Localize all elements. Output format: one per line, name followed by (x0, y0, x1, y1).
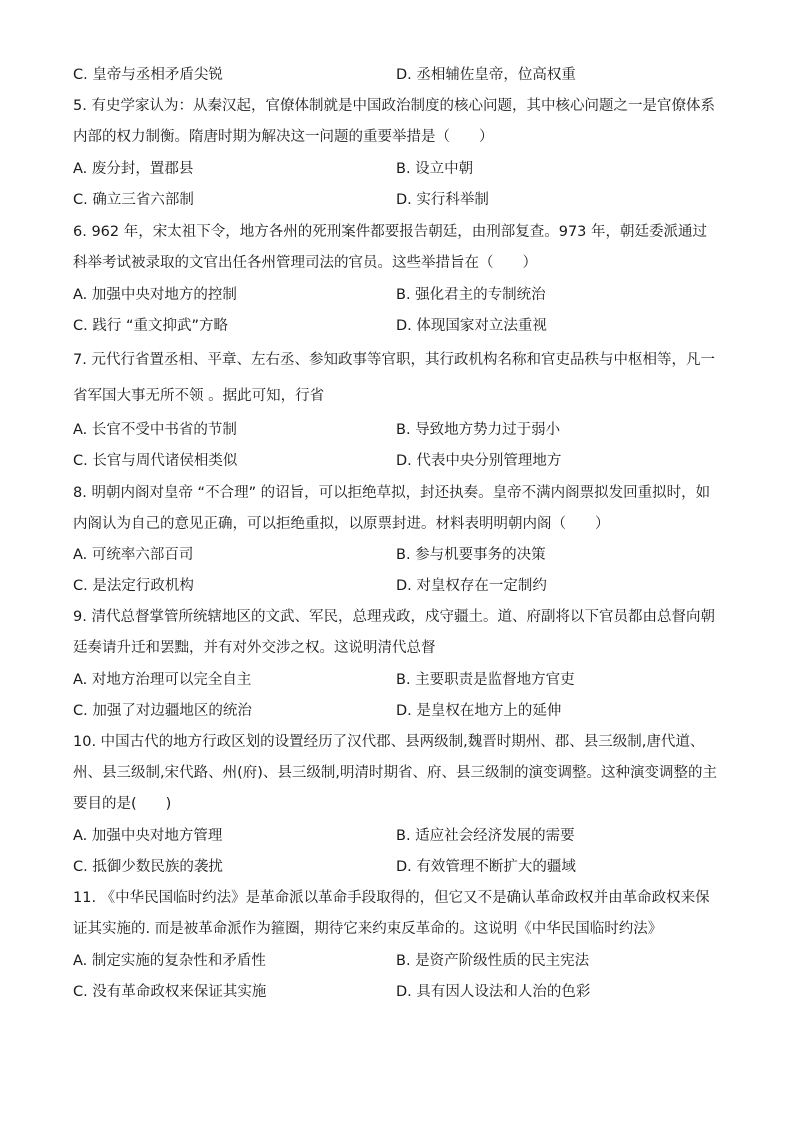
options-row (73, 699, 733, 723)
options-row (73, 824, 733, 848)
option-a[interactable]: A. 加强中央对地方的控制 (73, 287, 237, 303)
options-row (73, 314, 733, 338)
option-a[interactable]: A. 废分封，置郡县 (73, 161, 194, 177)
options-row (73, 668, 733, 692)
option-d[interactable]: D. 有效管理不断扩大的疆域 (396, 859, 576, 875)
option-d[interactable]: D. 实行科举制 (396, 192, 489, 208)
option-b[interactable]: B. 导致地方势力过于弱小 (396, 422, 561, 438)
option-b[interactable]: B. 是资产阶级性质的民主宪法 (396, 953, 590, 969)
option-d[interactable]: D. 具有因人设法和人治的色彩 (396, 984, 591, 1000)
options-row (73, 283, 733, 307)
option-c[interactable]: C. 是法定行政机构 (73, 578, 194, 594)
options-row (73, 949, 733, 973)
option-c[interactable]: C. 加强了对边疆地区的统治 (73, 703, 252, 719)
option-c[interactable]: C. 皇帝与丞相矛盾尖锐 (73, 67, 223, 83)
option-b[interactable]: B. 强化君主的专制统治 (396, 287, 546, 303)
question-5-text: 5. 有史学家认为：从秦汉起，官僚体制就是中国政治制度的核心问题，其中核心问题之一是官僚体系内部的权力制衡。隋唐时期为解决这一问题的重要举措是（ ） (73, 98, 715, 145)
options-row (73, 980, 733, 1004)
options-row (73, 543, 733, 567)
option-d[interactable]: D. 代表中央分别管理地方 (396, 453, 562, 469)
option-c[interactable]: C. 确立三省六部制 (73, 192, 194, 208)
question-8-text: 8. 明朝内阁对皇帝 “不合理” 的诏旨，可以拒绝草拟，封还执奏。皇帝不满内阁票拟发回重拟时，如内阁认为自己的意见正确，可以拒绝重拟，以原票封进。材料表明明朝内阁（ ） (73, 485, 711, 532)
options-row (73, 63, 733, 87)
option-a[interactable]: A. 加强中央对地方管理 (73, 828, 223, 844)
option-c[interactable]: C. 没有革命政权来保证其实施 (73, 984, 267, 1000)
option-b[interactable]: B. 主要职责是监督地方官吏 (396, 672, 575, 688)
option-a[interactable]: A. 可统率六部百司 (73, 547, 194, 563)
option-d[interactable]: D. 丞相辅佐皇帝，位高权重 (396, 67, 576, 83)
option-b[interactable]: B. 适应社会经济发展的需要 (396, 828, 575, 844)
options-row (73, 449, 733, 473)
question-9-text: 9. 清代总督掌管所统辖地区的文武、军民，总理戎政，戍守疆土。道、府副将以下官员都由总督向朝廷奏请升迁和罢黜，并有对外交涉之权。这说明清代总督 (73, 609, 715, 656)
option-b[interactable]: B. 参与机要事务的决策 (396, 547, 546, 563)
option-d[interactable]: D. 是皇权在地方上的延伸 (396, 703, 562, 719)
question-6-text: 6. 962 年，宋太祖下令，地方各州的死刑案件都要报告朝廷，由刑部复查。973 年，朝廷委派通过科举考试被录取的文官出任各州管理司法的官员。这些举措旨在（ ） (73, 224, 708, 271)
options-row (73, 418, 733, 442)
option-c[interactable]: C. 践行 “重文抑武”方略 (73, 318, 228, 334)
question-7-text: 7. 元代行省置丞相、平章、左右丞、参知政事等官职，其行政机构名称和官吏品秩与中枢相等，凡一省军国大事无所不领 。据此可知，行省 (73, 352, 715, 404)
option-b[interactable]: B. 设立中朝 (396, 161, 474, 177)
option-a[interactable]: A. 长官不受中书省的节制 (73, 422, 237, 438)
option-a[interactable]: A. 对地方治理可以完全自主 (73, 672, 252, 688)
options-row (73, 855, 733, 879)
question-11-text: 11. 《中华民国临时约法》是革命派以革命手段取得的，但它又不是确认革命政权并由革命政权来保证其实施的. 而是被革命派作为箍圈，期待它来约束反革命的。这说明《中华民国临时约法》 (73, 890, 710, 937)
option-a[interactable]: A. 制定实施的复杂性和矛盾性 (73, 953, 266, 969)
option-d[interactable]: D. 对皇权存在一定制约 (396, 578, 547, 594)
options-row (73, 574, 733, 598)
option-c[interactable]: C. 长官与周代诸侯相类似 (73, 453, 238, 469)
question-10-text: 10. 中国古代的地方行政区划的设置经历了汉代郡、县两级制,魏晋时期州、郡、县三级制,唐代道、州、县三级制,宋代路、州(府)、县三级制,明清时期省、府、县三级制的演变调整。这种演变调整的主要目的是( ) (73, 734, 718, 812)
option-d[interactable]: D. 体现国家对立法重视 (396, 318, 547, 334)
option-c[interactable]: C. 抵御少数民族的袭扰 (73, 859, 223, 875)
options-row (73, 188, 733, 212)
options-row (73, 157, 733, 181)
